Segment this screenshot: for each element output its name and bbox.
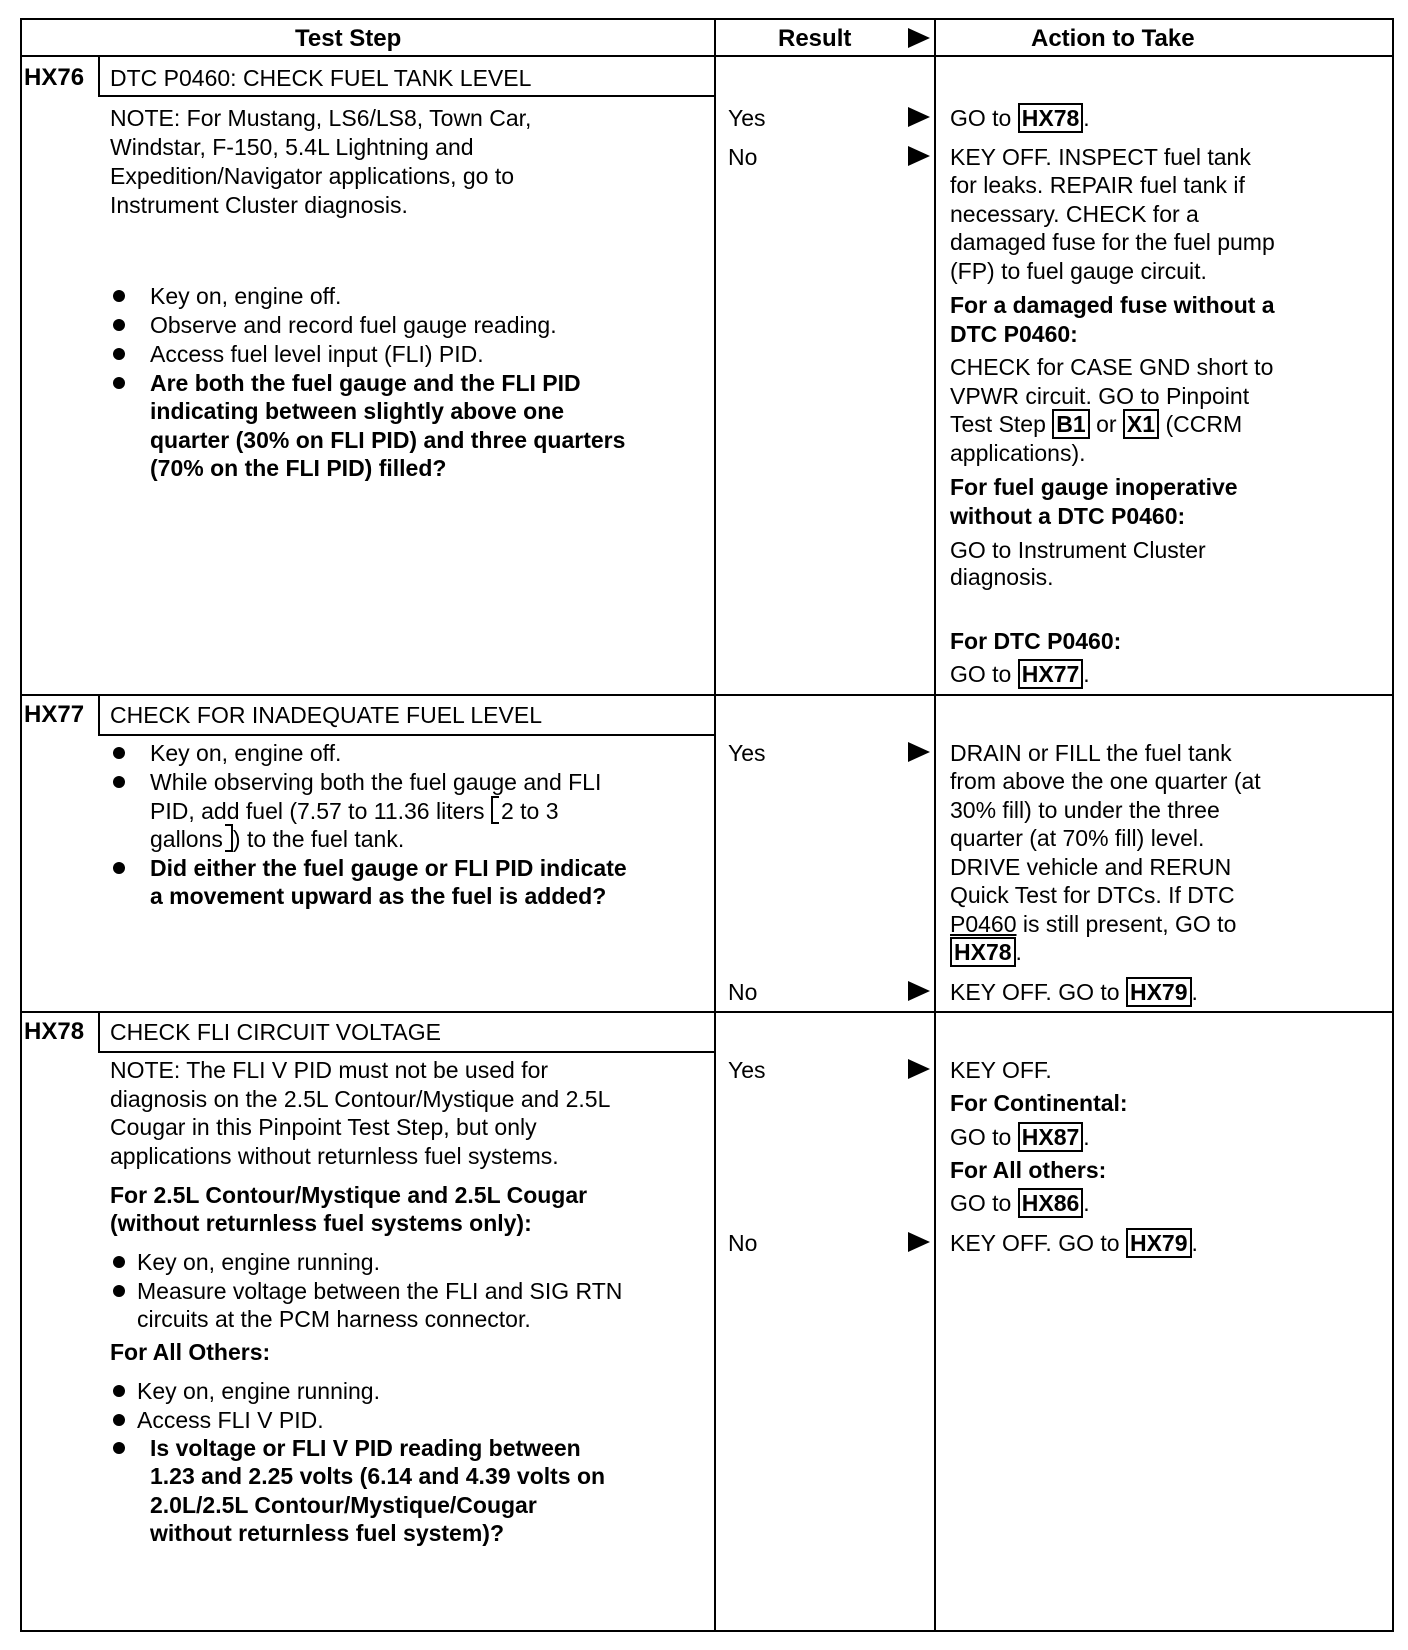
bullet-icon	[113, 747, 125, 759]
hx76-fuse-text-4: applications).	[950, 440, 1086, 466]
hx76-dtc-action: GO to HX77 .	[950, 661, 1090, 687]
hx77-yes-action-7: P0460 is still present, GO to	[950, 911, 1237, 937]
hx76-bullet-1: Key on, engine off.	[150, 283, 342, 309]
hx77-yes-action-4: quarter (at 70% fill) level.	[950, 825, 1205, 851]
hx78-question-4: without returnless fuel system)?	[150, 1520, 505, 1546]
hx76-id: HX76	[24, 64, 85, 91]
hx78-all-others-action: GO to HX86 .	[950, 1190, 1090, 1216]
yes-arrow-icon	[908, 1059, 930, 1079]
bullet-icon	[113, 1414, 125, 1426]
bullet-icon	[113, 290, 125, 302]
header-divider	[20, 55, 1394, 57]
header-action: Action to Take	[1031, 25, 1195, 52]
hx77-yes-action-2: from above the one quarter (at	[950, 768, 1261, 794]
hx76-no-action-1: KEY OFF. INSPECT fuel tank	[950, 144, 1251, 170]
hx76-no-action-2: for leaks. REPAIR fuel tank if	[950, 172, 1245, 198]
hx78-bullet-2-l1: Measure voltage between the FLI and SIG RTN	[137, 1278, 623, 1304]
hx77-title: CHECK FOR INADEQUATE FUEL LEVEL	[110, 702, 542, 728]
hx76-note-3: Expedition/Navigator applications, go to	[110, 163, 515, 189]
hx76-fuse-text-2: VPWR circuit. GO to Pinpoint	[950, 383, 1250, 409]
hx76-fuse-head-1: For a damaged fuse without a	[950, 292, 1275, 318]
hx78-question-1: Is voltage or FLI V PID reading between	[150, 1435, 581, 1461]
hx78-no-action: KEY OFF. GO to HX79 .	[950, 1230, 1198, 1256]
yes-arrow-icon	[908, 742, 930, 762]
step-ref-hx79[interactable]: HX79	[1126, 1228, 1192, 1258]
hx77-question-2: a movement upward as the fuel is added?	[150, 883, 607, 909]
hx78-contour-head-1: For 2.5L Contour/Mystique and 2.5L Cougar	[110, 1182, 588, 1208]
bullet-icon	[113, 1285, 125, 1297]
hx76-gauge-text-2: diagnosis.	[950, 564, 1054, 590]
hx78-note-4: applications without returnless fuel systems.	[110, 1143, 559, 1169]
hx76-yes: Yes	[728, 105, 766, 131]
bullet-icon	[113, 862, 125, 874]
step-ref-hx79[interactable]: HX79	[1126, 977, 1192, 1007]
hx77-yes-action-8: HX78 .	[950, 937, 1022, 967]
step-ref-hx77[interactable]: HX77	[1018, 659, 1084, 689]
bracket-open	[491, 796, 499, 824]
bullet-icon	[113, 776, 125, 788]
hx76-no: No	[728, 144, 758, 170]
step-ref-hx87[interactable]: HX87	[1018, 1122, 1084, 1152]
hx76-gauge-head-1: For fuel gauge inoperative	[950, 474, 1238, 500]
bullet-icon	[113, 1442, 125, 1454]
hx76-fuse-head-2: DTC P0460:	[950, 321, 1078, 347]
hx76-note-4: Instrument Cluster diagnosis.	[110, 192, 408, 218]
go-to-text: GO to	[950, 105, 1012, 131]
bracket-close	[225, 824, 233, 852]
hx76-question-2: indicating between slightly above one	[150, 398, 565, 424]
hx78-bullet-3: Key on, engine running.	[137, 1378, 380, 1404]
no-arrow-icon	[908, 146, 930, 166]
header-test-step: Test Step	[295, 25, 402, 52]
hx78-title-divider	[98, 1051, 715, 1053]
hx78-yes: Yes	[728, 1057, 766, 1083]
hx78-bullet-2-l2: circuits at the PCM harness connector.	[137, 1306, 531, 1332]
col-divider-action	[934, 18, 936, 1632]
hx77-bullet-1: Key on, engine off.	[150, 740, 342, 766]
no-arrow-icon	[908, 1232, 930, 1252]
hx78-question-2: 1.23 and 2.25 volts (6.14 and 4.39 volts on	[150, 1463, 606, 1489]
hx78-question-3: 2.0L/2.5L Contour/Mystique/Cougar	[150, 1492, 537, 1518]
step-ref-x1[interactable]: X1	[1123, 409, 1159, 439]
hx76-no-action-3: necessary. CHECK for a	[950, 201, 1199, 227]
hx77-yes-action-6: Quick Test for DTCs. If DTC	[950, 882, 1235, 908]
hx77-yes-action-3: 30% fill) to under the three	[950, 797, 1220, 823]
hx77-id-divider	[98, 694, 100, 734]
bullet-icon	[113, 1385, 125, 1397]
bullet-icon	[113, 348, 125, 360]
hx77-bottom-divider	[20, 1011, 1394, 1013]
hx76-title-divider	[98, 95, 715, 97]
hx76-bottom-divider	[20, 694, 1394, 696]
hx76-dtc-head: For DTC P0460:	[950, 628, 1122, 654]
hx78-bullet-1: Key on, engine running.	[137, 1249, 380, 1275]
step-ref-hx86[interactable]: HX86	[1018, 1188, 1084, 1218]
hx76-fuse-text-3: Test Step B1 or X1 (CCRM	[950, 411, 1243, 437]
hx76-question-3: quarter (30% on FLI PID) and three quarters	[150, 427, 626, 453]
hx76-gauge-text-1: GO to Instrument Cluster	[950, 537, 1206, 563]
hx77-yes: Yes	[728, 740, 766, 766]
hx78-others-head: For All Others:	[110, 1339, 271, 1365]
col-divider-result	[714, 18, 716, 1632]
step-ref-b1[interactable]: B1	[1052, 409, 1089, 439]
hx77-no-action: KEY OFF. GO to HX79 .	[950, 979, 1198, 1005]
hx78-continental-head: For Continental:	[950, 1090, 1128, 1116]
step-ref-hx78[interactable]: HX78	[950, 937, 1016, 967]
hx77-bullet-2-l3: gallons ) to the fuel tank.	[150, 826, 405, 852]
hx77-yes-action-1: DRAIN or FILL the fuel tank	[950, 740, 1232, 766]
hx78-all-others-head: For All others:	[950, 1157, 1107, 1183]
hx76-no-action-5: (FP) to fuel gauge circuit.	[950, 258, 1207, 284]
header-arrow-icon	[908, 28, 930, 48]
hx77-bullet-2-l2: PID, add fuel (7.57 to 11.36 liters 2 to 3	[150, 798, 559, 824]
hx77-title-divider	[98, 734, 715, 736]
hx76-note-1: NOTE: For Mustang, LS6/LS8, Town Car,	[110, 105, 532, 131]
hx77-question-1: Did either the fuel gauge or FLI PID indicate	[150, 855, 627, 881]
hx76-note-2: Windstar, F-150, 5.4L Lightning and	[110, 134, 474, 160]
hx78-key-off: KEY OFF.	[950, 1057, 1052, 1083]
hx76-gauge-head-2: without a DTC P0460:	[950, 503, 1186, 529]
hx77-id: HX77	[24, 701, 85, 728]
step-ref-hx78[interactable]: HX78	[1018, 103, 1084, 133]
hx77-yes-action-5: DRIVE vehicle and RERUN	[950, 854, 1232, 880]
hx76-bullet-3: Access fuel level input (FLI) PID.	[150, 341, 484, 367]
hx78-continental-action: GO to HX87 .	[950, 1124, 1090, 1150]
bullet-icon	[113, 377, 125, 389]
bullet-icon	[113, 319, 125, 331]
hx76-question-1: Are both the fuel gauge and the FLI PID	[150, 370, 581, 396]
yes-arrow-icon	[908, 107, 930, 127]
no-arrow-icon	[908, 981, 930, 1001]
hx78-bullet-4: Access FLI V PID.	[137, 1407, 324, 1433]
hx78-id: HX78	[24, 1018, 85, 1045]
hx77-no: No	[728, 979, 758, 1005]
hx76-fuse-text-1: CHECK for CASE GND short to	[950, 354, 1274, 380]
hx78-contour-head-2: (without returnless fuel systems only):	[110, 1210, 532, 1236]
hx76-bullet-2: Observe and record fuel gauge reading.	[150, 312, 557, 338]
hx76-yes-action: GO to HX78 .	[950, 105, 1090, 131]
hx78-note-3: Cougar in this Pinpoint Test Step, but only	[110, 1114, 537, 1140]
hx78-title: CHECK FLI CIRCUIT VOLTAGE	[110, 1019, 441, 1045]
hx76-no-action-4: damaged fuse for the fuel pump	[950, 229, 1275, 255]
hx78-id-divider	[98, 1011, 100, 1051]
hx76-title: DTC P0460: CHECK FUEL TANK LEVEL	[110, 65, 532, 91]
hx78-note-1: NOTE: The FLI V PID must not be used for	[110, 1057, 549, 1083]
bullet-icon	[113, 1256, 125, 1268]
hx78-no: No	[728, 1230, 758, 1256]
header-result: Result	[778, 25, 852, 52]
hx77-bullet-2-l1: While observing both the fuel gauge and FLI	[150, 769, 602, 795]
hx76-id-divider	[98, 55, 100, 95]
hx76-question-4: (70% on the FLI PID) filled?	[150, 455, 447, 481]
hx78-note-2: diagnosis on the 2.5L Contour/Mystique and 2.5L	[110, 1086, 611, 1112]
